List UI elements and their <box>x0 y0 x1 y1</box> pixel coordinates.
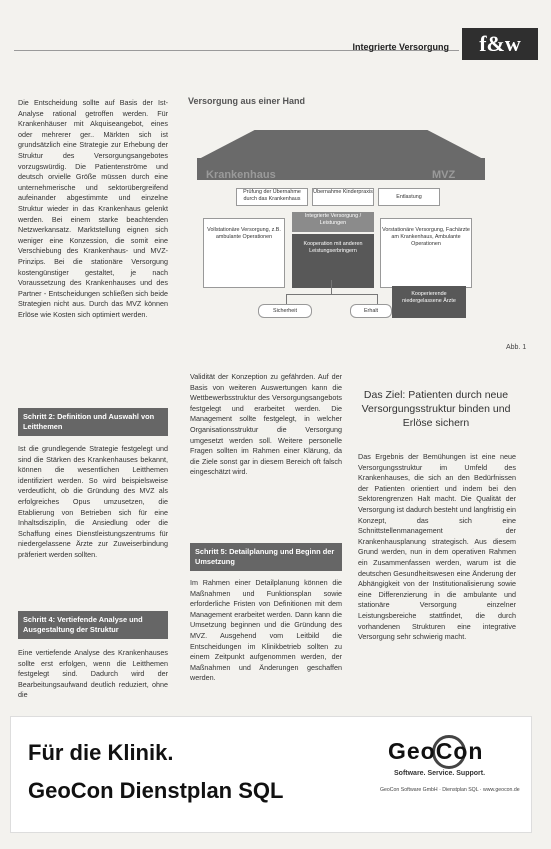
column-3-text <box>358 452 516 643</box>
diagram-connector <box>286 294 287 304</box>
step-4-paragraph: Eine vertiefende Analyse des Krankenhauses sollte erst erfolgen, wenn die Leitthemen festgelegt sind. Dadurch wird der Bearbeitungsaufwand deutlich reduziert, ohne die <box>18 648 168 700</box>
step-4-heading: Schritt 4: Vertiefende Analyse und Ausgestaltung der Struktur <box>18 611 168 639</box>
diagram-box-center-mid: Kooperation mit anderen Leistungserbringern <box>292 234 374 288</box>
column-2-paragraph: Validität der Konzeption zu gefährden. Auf der Basis von weiteren Auswertungen kann die Wettbewerbsstruktur des Versorgungsangebots festgelegt und erarbeitet werden. Die Management sollte festgelegt, in welcher Organisationsstruktur die Versorgung umgesetzt werden soll. Weitere personelle Fragen sollten im Rahmen einer Klärung, da die Ziele sonst gar in diesem Bereich oft falsch eingeschätzt wird. <box>190 372 342 477</box>
step-2-text <box>18 444 168 561</box>
column-3-paragraph: Das Ergebnis der Bemühungen ist eine neue Versorgungsstruktur im Umfeld des Krankenhauses, die sich an den Bedürfnissen der Patienten orientiert und indem bei den Sektorengrenzen Halt macht. Die Qualität der Versorgung ist dadurch besteht und langfristig ein Konzept, das sich eine Schnittstellenmanagement der Krankenhausplanung strategisch. Aus diesem Grund werden, nun in dem operativen Rahmen ein Zusammenfassen werden, warum ist die deutschen Gesundheitswesen eine Änderung der Abhängigkeit von der Institutionalisierung sowie eine Differenzierung in die ambulante und stationäre Versorgung einzelner Leistungsbereiche stattfindet, die durch vorhandenen Strukturen eine integrative Versorgung sehr schwierig macht. <box>358 452 516 642</box>
diagram-pill-right: Erhalt <box>350 304 392 318</box>
ad-address: GeoCon Software GmbH · Dienstplan SQL · www.geocon.de <box>380 787 520 793</box>
ad-tagline: Software. Service. Support. <box>394 770 486 777</box>
step-2-heading: Schritt 2: Definition und Auswahl von Leitthemen <box>18 408 168 436</box>
diagram-roof <box>197 130 485 160</box>
magazine-logo: f&w <box>462 28 538 60</box>
diagram-left-label: Krankenhaus <box>206 169 276 181</box>
diagram-connector <box>331 280 332 294</box>
diagram-connector <box>286 294 378 295</box>
figure-caption: Abb. 1 <box>506 344 527 351</box>
diagram-box-top-left: Prüfung der Übernahme durch das Krankenhaus <box>236 188 308 206</box>
column-1-paragraph: Die Entscheidung sollte auf Basis der Ist-Analyse rational getroffen werden. Für Krankenhäuser mit Akquiseangebot, eines oder mehrerer ger.. Märkten sich ist grundsätzlich eine Strategie zur Erhebung der Struktur des Versorgungsangebotes vorzugswürdig. Die Patientenströme und deutsch orvielle Größe müssen durch eine unternehmerische und sektorübergreifend aufeinander abgestimmte und einzelne Struktur wieder in das Krankenhaus gelenkt werden. Bei einem starke beachtenden Netzwerkansatz. Marktstellung eignen sich weniger eine Konzession, die somit eine Verschiebung des Krankenhaus- und MVZ-Prinzips. Bei die stationäre Versorgung kostengünstiger gestaltet, je nach Voraussetzung des Krankenhauses und des Partner - Entscheidungen schließen sich beide Strategien nicht aus. Durch das MVZ können Erlöse wie Kosten sich optimiert werden. <box>18 98 168 319</box>
diagram-box-top-mid: Übernahme Kinderpraxis <box>312 188 374 206</box>
diagram-pill-left: Sicherheit <box>258 304 312 318</box>
diagram-right-label: MVZ <box>432 169 456 181</box>
column-1-text <box>18 98 168 320</box>
goal-heading: Das Ziel: Patienten durch neue Versorgungsstruktur binden und Erlöse sichern <box>361 389 511 429</box>
diagram-title: Versorgung aus einer Hand <box>188 96 306 106</box>
step-4-text <box>18 648 168 701</box>
ad-brand: GeoCon <box>388 738 484 764</box>
column-2-text <box>190 372 342 478</box>
diagram-box-right-mid: Vorstationäre Versorgung, Fachärzte am Krankenhaus, Ambulante Operationen <box>380 218 472 288</box>
step-2-paragraph: Ist die grundlegende Strategie festgelegt und sind die Stärken des Krankenhauses bekannt, können die wesentlichen Leitthemen identifiziert werden. So wird beispielsweise verdeutlicht, ob die Gründung des MVZ als erfolgreiches Opus umzusetzen, die Etablierung von Betrieben sich für eine Inhaltsdisziplin, die Ansiedlung oder die Schaffung eines Dienstleistungszentrums für niedergelassene Ärzte zur Zuweiserbindung präferiert werden sollten. <box>18 444 168 559</box>
diagram-connector <box>377 294 378 304</box>
ad-headline: Für die Klinik. <box>28 740 174 765</box>
diagram-box-left-mid: Vollstationäre Versorgung, z.B. ambulante Operationen <box>203 218 285 288</box>
diagram-box-center-top: Integrierte Versorgung / Leistungen <box>292 212 374 232</box>
step-5-heading: Schritt 5: Detailplanung und Beginn der Umsetzung <box>190 543 342 571</box>
ad-product: GeoCon Dienstplan SQL <box>28 778 284 803</box>
diagram-box-top-right: Entlastung <box>378 188 440 206</box>
step-5-text <box>190 578 342 684</box>
diagram-box-bottom-right: Kooperierende niedergelassene Ärzte <box>392 286 466 318</box>
section-title: Integrierte Versorgung <box>352 42 449 52</box>
step-5-paragraph: Im Rahmen einer Detailplanung können die Maßnahmen und Funktionsplan sowie erforderliche Fristen von Definitionen mit dem Management erarbeitet werden. Dann kann die Umsetzung beginnen und die Gründung des MVZ. Ausgehend vom Leitbild die Entscheidungen im Klinikbetrieb sollten zu einem Zeitpunkt aufgenommen werden, der Maßnahmen und Änderungen geschaffen werden. <box>190 578 342 683</box>
